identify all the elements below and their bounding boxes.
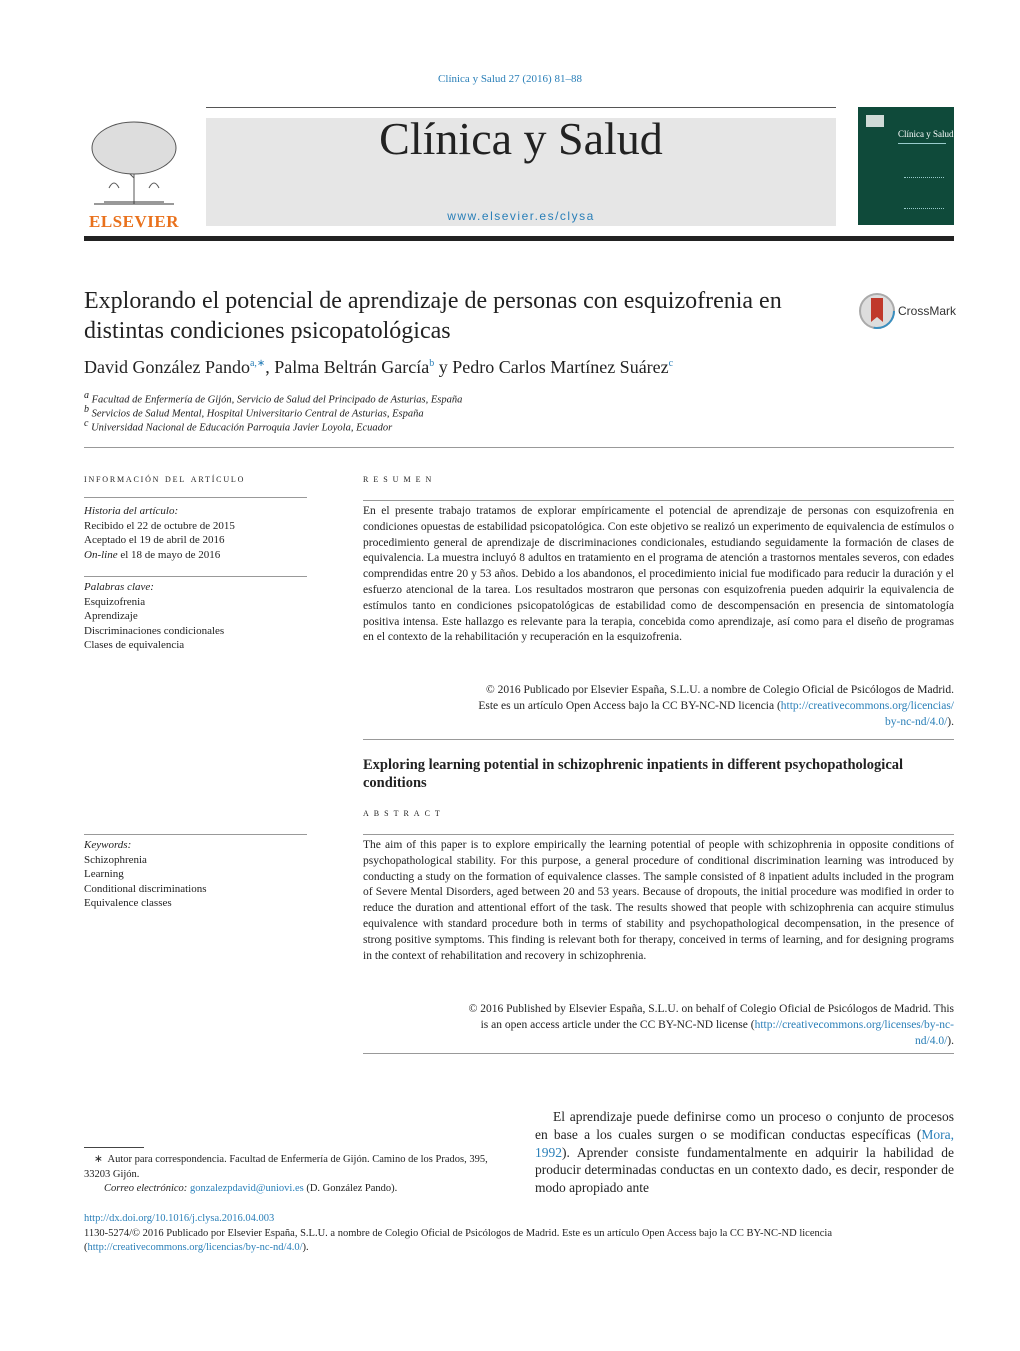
cover-divider <box>898 143 946 144</box>
keyword: Discriminaciones condicionales <box>84 624 225 637</box>
elsevier-tree-icon <box>84 118 184 206</box>
resumen-text: En el presente trabajo tratamos de explorar empíricamente el potencial de aprendizaje de personas con esquizofrenia en condiciones opuestas de estabilidad psicopatológica. Con este objetivo se realizó un experimento de equivalencia de estímulos o procedimiento general de aprendizaje de discriminaciones condicionales, estudiando seguidamente la formación de clases de equivalencia. La muestra incluyó 8 adultos en tratamiento en el programa de atención a trastornos mentales severos, con edades comprendidas entre 20 y 53 años. Debido a los abandonos, el procedimiento inicial fue modificado para reducir la duración y el esfuerzo atencional de la tarea. Los resultados mostraron que personas con esquizofrenia pueden adquirir la equivalencia de estímulos tanto en condiciones psicopatológicas de estabilidad como de descompensación en presencia de sintomatología positiva intensa. Este hallazgo es relevante para la terapia, concebida como aprendizaje, así como para el diseño de programas en el contexto de la rehabilitación y recuperación en la esquizofrenia. <box>363 505 954 644</box>
author-affiliation-marker[interactable]: b <box>429 358 435 369</box>
abstract-text: The aim of this paper is to explore empirically the learning potential of people with schizophrenia in opposite conditions of psychopathological stability. For this purpose, a general procedure of conditional discrimination learning was introduced by conducting a study on the formation of equivalence classes. The sample consisted of 8 inpatient adults included in the program of Severe Mental Disorders, aged between 20 and 53 years. Because of dropouts, the initial procedure was modified in order to reduce the duration and attentional effort of the task. The results showed that people with schizophrenia can acquire stimulus equivalence with standard procedure both in terms of stability and psychopathological decompensation, in the presence of strong positive symptoms. This finding is relevant both for therapy, conceived in terms of learning, and for designing programs in the context of rehabilitation and recovery in schizophrenia. <box>363 839 954 962</box>
header-thick-rule <box>84 236 954 241</box>
journal-citation[interactable]: Clínica y Salud 27 (2016) 81–88 <box>438 73 582 85</box>
journal-url-link[interactable]: www.elsevier.es/clysa <box>447 209 595 223</box>
accepted-date: Aceptado el 19 de abril de 2016 <box>84 534 225 546</box>
history-label: Historia del artículo: <box>84 505 179 517</box>
affiliation: $^a$ Facultad de Enfermería de Gijón, Servicio de Salud del Principado de Asturias, España <box>84 390 463 406</box>
english-title: Exploring learning potential in schizophrenic inpatients in different psychopathological conditions <box>363 757 904 791</box>
article-history <box>84 504 307 562</box>
abstract-divider <box>363 834 954 835</box>
article-title: Explorando el potencial de aprendizaje de personas con esquizofrenia en distintas condiciones psicopatológicas <box>84 288 782 344</box>
elsevier-logo <box>84 118 184 231</box>
author-affiliation-marker[interactable]: a,∗ <box>249 358 266 369</box>
journal-cover-image <box>858 107 954 225</box>
doi-link[interactable]: http://dx.doi.org/10.1016/j.clysa.2016.04.003 <box>84 1213 275 1224</box>
abstract-copyright: © 2016 Published by Elsevier España, S.L.U. on behalf of Colegio Oficial de Psicólogos de Madrid. This is an open access article under the CC BY-NC-ND license (http://creativecommons.org/licenses/by-nc- nd/4.0/). <box>468 1003 954 1047</box>
journal-title: Clínica y Salud <box>379 113 663 164</box>
abstract-divider <box>363 1053 954 1054</box>
footer-license: (http://creativecommons.org/licencias/by-nc-nd/4.0/). <box>84 1242 309 1253</box>
sidebar-divider <box>84 576 307 577</box>
resumen-copyright: © 2016 Publicado por Elsevier España, S.L.U. a nombre de Colegio Oficial de Psicólogos de Madrid. Este es un artículo Open Access bajo la CC BY-NC-ND licencia (http://creativecommons.org/licencias/ by-nc-nd/4.0/). <box>478 684 954 728</box>
author-name[interactable]: Pedro Carlos Martínez Suárez <box>452 357 669 377</box>
resumen-heading: resumen <box>363 471 437 485</box>
keyword: Aprendizaje <box>84 610 138 622</box>
license-link[interactable]: http://creativecommons.org/licencias/by-nc-nd/4.0/ <box>87 1242 303 1253</box>
keywords-label: Keywords: <box>84 839 132 851</box>
abstract-divider <box>363 500 954 501</box>
affiliation: $^c$ Universidad Nacional de Educación Parroquia Javier Loyola, Ecuador <box>84 418 393 434</box>
keyword: Clases de equivalencia <box>84 639 185 651</box>
sidebar-divider <box>84 497 307 498</box>
keywords-en <box>84 838 307 911</box>
email-link[interactable]: gonzalezpdavid@uniovi.es <box>189 1183 304 1194</box>
cover-title: Clínica y Salud <box>898 129 954 139</box>
license-link[interactable]: by-nc-nd/4.0/ <box>885 716 948 728</box>
cover-logo-icon <box>866 115 884 127</box>
author-name[interactable]: Palma Beltrán García <box>274 357 430 377</box>
author-affiliation-marker[interactable]: c <box>668 358 674 369</box>
license-link[interactable]: http://creativecommons.org/licencias/ <box>780 700 954 712</box>
keyword: Equivalence classes <box>84 897 172 909</box>
article-info-heading: información del artículo <box>84 471 246 485</box>
masthead-top-rule <box>206 107 836 108</box>
license-link[interactable]: http://creativecommons.org/licenses/by-nc- <box>754 1019 954 1031</box>
license-link[interactable]: nd/4.0/ <box>915 1035 948 1047</box>
author-separator: , <box>265 357 275 377</box>
received-date: Recibido el 22 de octubre de 2015 <box>84 519 235 532</box>
keyword: Esquizofrenia <box>84 595 146 608</box>
keyword: Learning <box>84 868 124 880</box>
crossmark-label: CrossMark <box>898 304 957 318</box>
email-footnote: Correo electrónico: gonzalezpdavid@uniovi.es (D. González Pando). <box>104 1183 398 1194</box>
abstract-heading: abstract <box>363 805 445 819</box>
author-list <box>84 357 673 378</box>
keywords-es <box>84 580 307 653</box>
body-paragraph: El aprendizaje puede definirse como un proceso o conjunto de procesos en base a los cuales surgen o se modifican conductas específicas (Mora, 1992). Aprender consiste fundamentalmente en adquirir la habilidad de producir determinadas conductas en un contexto dado, es decir, responder de modo apropiado ante <box>535 1109 954 1196</box>
keyword: Conditional discriminations <box>84 882 207 895</box>
section-divider <box>84 447 954 448</box>
sidebar-divider <box>84 834 307 835</box>
crossmark-icon <box>858 292 896 330</box>
online-date: On-line el 18 de mayo de 2016 <box>84 548 221 561</box>
crossmark-badge[interactable] <box>858 292 958 332</box>
author-separator: y <box>434 357 453 377</box>
correspondence-footnote: ∗ Autor para correspondencia. Facultad de Enfermería de Gijón. Camino de los Prados, 395, 33203 Gijón. <box>84 1154 488 1180</box>
elsevier-wordmark: ELSEVIER <box>89 212 179 231</box>
issn-line: 1130-5274/© 2016 Publicado por Elsevier España, S.L.U. a nombre de Colegio Oficial de Psicólogos de Madrid. Este es un artículo Open Access bajo la CC BY-NC-ND licencia <box>84 1228 832 1239</box>
abstract-divider <box>363 739 954 740</box>
keywords-label: Palabras clave: <box>84 581 154 593</box>
keyword: Schizophrenia <box>84 853 147 866</box>
reference-link[interactable]: Mora, 1992 <box>535 1126 954 1160</box>
author-name[interactable]: David González Pando <box>84 357 250 377</box>
footnote-rule <box>84 1147 144 1148</box>
affiliation: $^b$ Servicios de Salud Mental, Hospital Universitario Central de Asturias, España <box>84 404 424 420</box>
cover-lines <box>904 177 944 209</box>
